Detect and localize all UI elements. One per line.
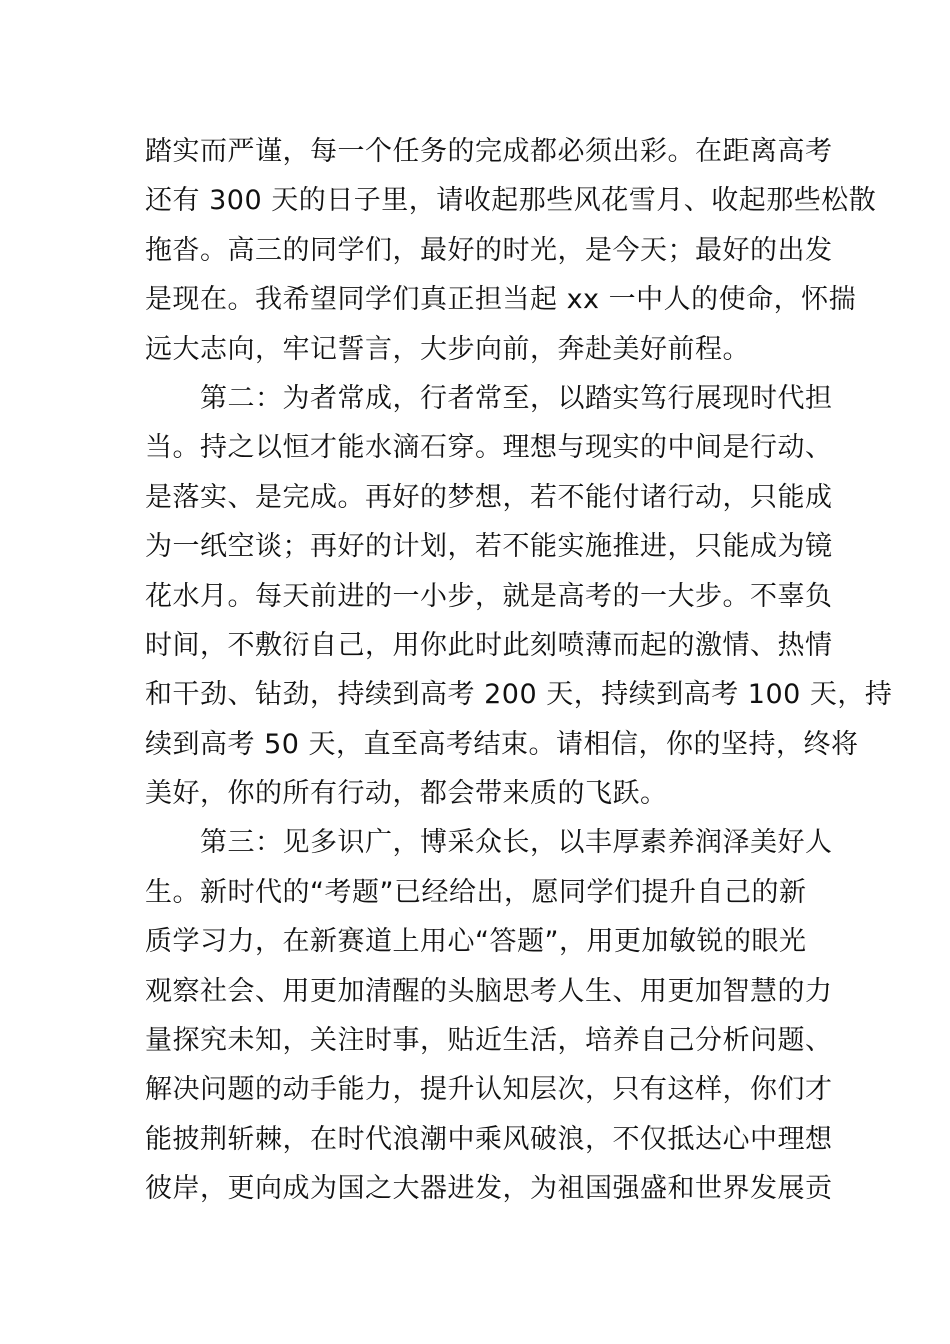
text-line: 美好，你的所有行动，都会带来质的飞跃。 <box>145 778 668 810</box>
text-line: 当。持之以恒才能水滴石穿。理想与现实的中间是行动、 <box>145 432 833 464</box>
text-line: 续到高考 50 天，直至高考结束。请相信，你的坚持，终将 <box>145 728 859 760</box>
text-line: 能披荆斩棘，在时代浪潮中乘风破浪，不仅抵达心中理想 <box>145 1123 833 1155</box>
text-line: 解决问题的动手能力，提升认知层次，只有这样，你们才 <box>145 1074 833 1106</box>
text-line: 为一纸空谈；再好的计划，若不能实施推进，只能成为镜 <box>145 531 833 563</box>
text-line: 生。新时代的“考题”已经给出，愿同学们提升自己的新 <box>145 876 807 908</box>
text-line: 踏实而严谨，每一个任务的完成都必须出彩。在距离高考 <box>145 136 833 167</box>
text-line: 观察社会、用更加清醒的头脑思考人生、用更加智慧的力 <box>145 975 833 1007</box>
text-line: 还有 300 天的日子里，请收起那些风花雪月、收起那些松散 <box>145 185 877 217</box>
text-line: 量探究未知，关注时事，贴近生活，培养自己分析问题、 <box>145 1025 833 1057</box>
text-line: 质学习力，在新赛道上用心“答题”，用更加敏锐的眼光 <box>145 926 807 958</box>
text-line: 花水月。每天前进的一小步，就是高考的一大步。不辜负 <box>145 580 833 612</box>
text-line: 第二：为者常成，行者常至，以踏实笃行展现时代担 <box>145 382 833 414</box>
text-line: 和干劲、钻劲，持续到高考 200 天，持续到高考 100 天，持 <box>145 679 893 711</box>
text-line: 是现在。我希望同学们真正担当起 xx 一中人的使命，怀揣 <box>145 284 857 316</box>
text-line: 彼岸，更向成为国之大器进发，为祖国强盛和世界发展贡 <box>145 1173 833 1205</box>
text-line: 第三：见多识广，博采众长，以丰厚素养润泽美好人 <box>145 827 833 859</box>
text-line: 时间，不敷衍自己，用你此时此刻喷薄而起的激情、热情 <box>145 629 833 661</box>
text-line: 拖沓。高三的同学们，最好的时光，是今天；最好的出发 <box>145 234 833 266</box>
text-line: 是落实、是完成。再好的梦想，若不能付诸行动，只能成 <box>145 481 833 513</box>
text-line: 远大志向，牢记誓言，大步向前，奔赴美好前程。 <box>145 333 750 365</box>
body-text <box>145 127 893 1214</box>
